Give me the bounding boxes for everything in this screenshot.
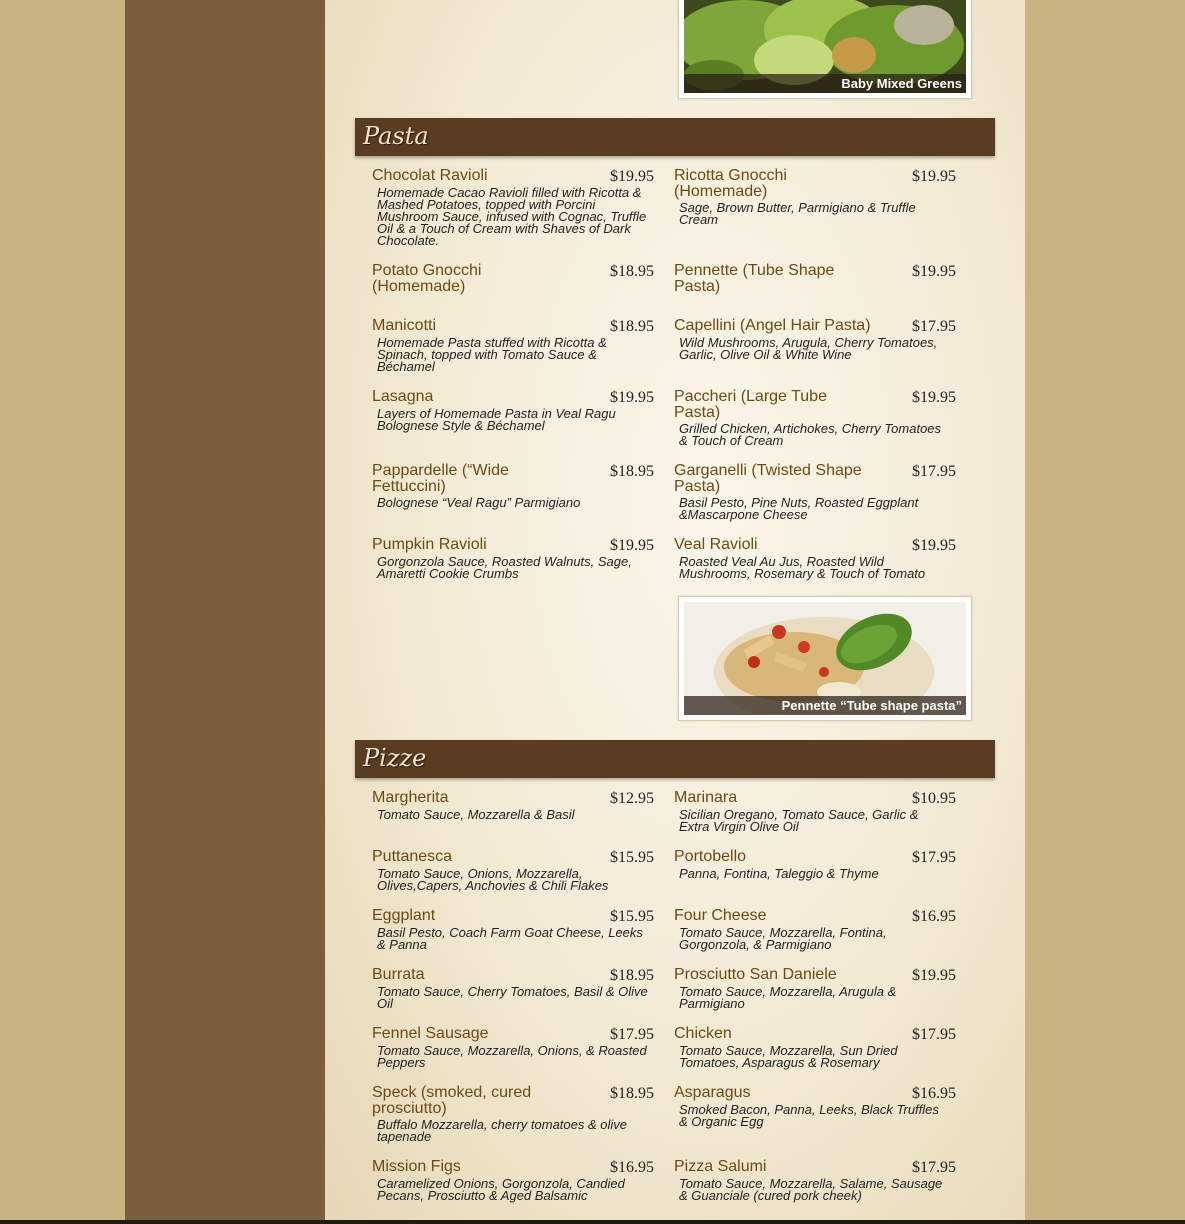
- item-description: Wild Mushrooms, Arugula, Cherry Tomatoes, Garlic, Olive Oil & White Wine: [679, 335, 938, 362]
- item-description: Tomato Sauce, Mozzarella, Salame, Sausage & Guanciale (cured pork cheek): [679, 1176, 943, 1203]
- item-price: $17.95: [610, 1026, 654, 1043]
- item-name: Portobello: [674, 848, 747, 865]
- item-price: $18.95: [610, 318, 654, 335]
- item-description: Tomato Sauce, Mozzarella, Fontina, Gorgonzola, & Parmigiano: [679, 925, 887, 952]
- photo-frame-salad[interactable]: [678, 0, 972, 99]
- pasta-photo: [684, 602, 966, 715]
- item-description: Tomato Sauce, Cherry Tomatoes, Basil & Olive Oil: [377, 984, 648, 1011]
- item-price: $19.95: [610, 537, 654, 554]
- item-price: $17.95: [912, 318, 956, 335]
- item-description: Tomato Sauce, Onions, Mozzarella, Olives,Capers, Anchovies & Chili Flakes: [377, 866, 609, 893]
- item-name: Burrata: [372, 966, 425, 983]
- item-price: $19.95: [610, 389, 654, 406]
- section-header-pizze: [355, 740, 995, 778]
- item-price: $17.95: [912, 1026, 956, 1043]
- item-price: $17.95: [912, 1159, 956, 1176]
- item-description: Basil Pesto, Pine Nuts, Roasted Eggplant &Mascarpone Cheese: [679, 495, 919, 522]
- item-name: Prosciutto San Daniele: [674, 966, 837, 983]
- item-name: Marinara: [674, 789, 738, 806]
- item-name: Garganelli (Twisted Shape Pasta): [674, 462, 862, 495]
- item-price: $17.95: [912, 849, 956, 866]
- item-name: Potato Gnocchi (Homemade): [372, 262, 482, 295]
- photo-caption: Baby Mixed Greens: [684, 74, 966, 93]
- item-name: Mission Figs: [372, 1158, 461, 1175]
- item-description: Basil Pesto, Coach Farm Goat Cheese, Leeks & Panna: [377, 925, 643, 952]
- photo-frame-pasta[interactable]: [678, 596, 972, 721]
- item-description: Tomato Sauce, Mozzarella, Sun Dried Tomatoes, Asparagus & Rosemary: [679, 1043, 898, 1070]
- item-description: Gorgonzola Sauce, Roasted Walnuts, Sage, Amaretti Cookie Crumbs: [377, 554, 632, 581]
- item-description: Tomato Sauce, Mozzarella, Onions, & Roasted Peppers: [377, 1043, 647, 1070]
- item-name: Chicken: [674, 1025, 732, 1042]
- item-price: $18.95: [610, 463, 654, 480]
- item-description: Layers of Homemade Pasta in Veal Ragu Bolognese Style & Béchamel: [377, 406, 616, 433]
- section-header-pasta: [355, 118, 995, 156]
- item-name: Pennette (Tube Shape Pasta): [674, 262, 835, 295]
- item-name: Speck (smoked, cured prosciutto): [372, 1084, 532, 1117]
- item-description: Sicilian Oregano, Tomato Sauce, Garlic & Extra Virgin Olive Oil: [679, 807, 919, 834]
- item-price: $19.95: [610, 168, 654, 185]
- item-price: $19.95: [912, 168, 956, 185]
- item-name: Eggplant: [372, 907, 436, 924]
- item-price: $18.95: [610, 967, 654, 984]
- item-price: $18.95: [610, 263, 654, 280]
- item-price: $16.95: [912, 1085, 956, 1102]
- item-price: $16.95: [610, 1159, 654, 1176]
- item-description: Caramelized Onions, Gorgonzola, Candied Pecans, Prosciutto & Aged Balsamic: [377, 1176, 625, 1203]
- section-title: Pizze: [363, 744, 427, 772]
- item-name: Puttanesca: [372, 848, 453, 865]
- item-description: Homemade Pasta stuffed with Ricotta & Spinach, topped with Tomato Sauce & Béchamel: [377, 335, 607, 374]
- item-price: $10.95: [912, 790, 956, 807]
- item-description: Smoked Bacon, Panna, Leeks, Black Truffles & Organic Egg: [679, 1102, 939, 1129]
- item-price: $15.95: [610, 849, 654, 866]
- item-name: Manicotti: [372, 317, 437, 334]
- item-name: Pumpkin Ravioli: [372, 536, 487, 553]
- photo-caption: Pennette “Tube shape pasta”: [684, 696, 966, 715]
- item-price: $17.95: [912, 463, 956, 480]
- item-name: Four Cheese: [674, 907, 767, 924]
- item-name: Pappardelle (“Wide Fettuccini): [372, 462, 509, 495]
- salad-photo: [684, 0, 966, 93]
- item-name: Chocolat Ravioli: [372, 167, 488, 184]
- item-price: $16.95: [912, 908, 956, 925]
- item-description: Tomato Sauce, Mozzarella, Arugula & Parmigiano: [679, 984, 897, 1011]
- item-name: Lasagna: [372, 388, 434, 405]
- item-price: $18.95: [610, 1085, 654, 1102]
- left-sidebar-column: [125, 0, 325, 1224]
- item-description: Grilled Chicken, Artichokes, Cherry Tomatoes & Touch of Cream: [679, 421, 942, 448]
- item-price: $15.95: [610, 908, 654, 925]
- item-price: $19.95: [912, 389, 956, 406]
- item-name: Veal Ravioli: [674, 536, 758, 553]
- section-title: Pasta: [363, 122, 429, 150]
- item-description: Panna, Fontina, Taleggio & Thyme: [679, 866, 879, 881]
- bottom-border: [0, 1220, 1185, 1224]
- item-name: Paccheri (Large Tube Pasta): [674, 388, 827, 421]
- item-description: Homemade Cacao Ravioli filled with Ricotta & Mashed Potatoes, topped with Porcini Mushroom Sauce, infused with Cognac, Truffle Oil & a Touch of Cream with Shaves of Dark Chocolate.: [377, 185, 647, 248]
- item-description: Tomato Sauce, Mozzarella & Basil: [377, 807, 575, 822]
- item-price: $19.95: [912, 967, 956, 984]
- item-name: Pizza Salumi: [674, 1158, 767, 1175]
- item-description: Sage, Brown Butter, Parmigiano & Truffle Cream: [679, 200, 916, 227]
- item-name: Ricotta Gnocchi (Homemade): [674, 167, 787, 200]
- item-name: Fennel Sausage: [372, 1025, 489, 1042]
- item-price: $12.95: [610, 790, 654, 807]
- item-price: $19.95: [912, 263, 956, 280]
- item-name: Margherita: [372, 789, 449, 806]
- item-name: Capellini (Angel Hair Pasta): [674, 317, 871, 334]
- item-price: $19.95: [912, 537, 956, 554]
- item-description: Roasted Veal Au Jus, Roasted Wild Mushrooms, Rosemary & Touch of Tomato: [679, 554, 926, 581]
- item-description: Buffalo Mozzarella, cherry tomatoes & olive tapenade: [377, 1117, 627, 1144]
- item-description: Bolognese “Veal Ragu” Parmigiano: [377, 495, 581, 510]
- item-name: Asparagus: [674, 1084, 751, 1101]
